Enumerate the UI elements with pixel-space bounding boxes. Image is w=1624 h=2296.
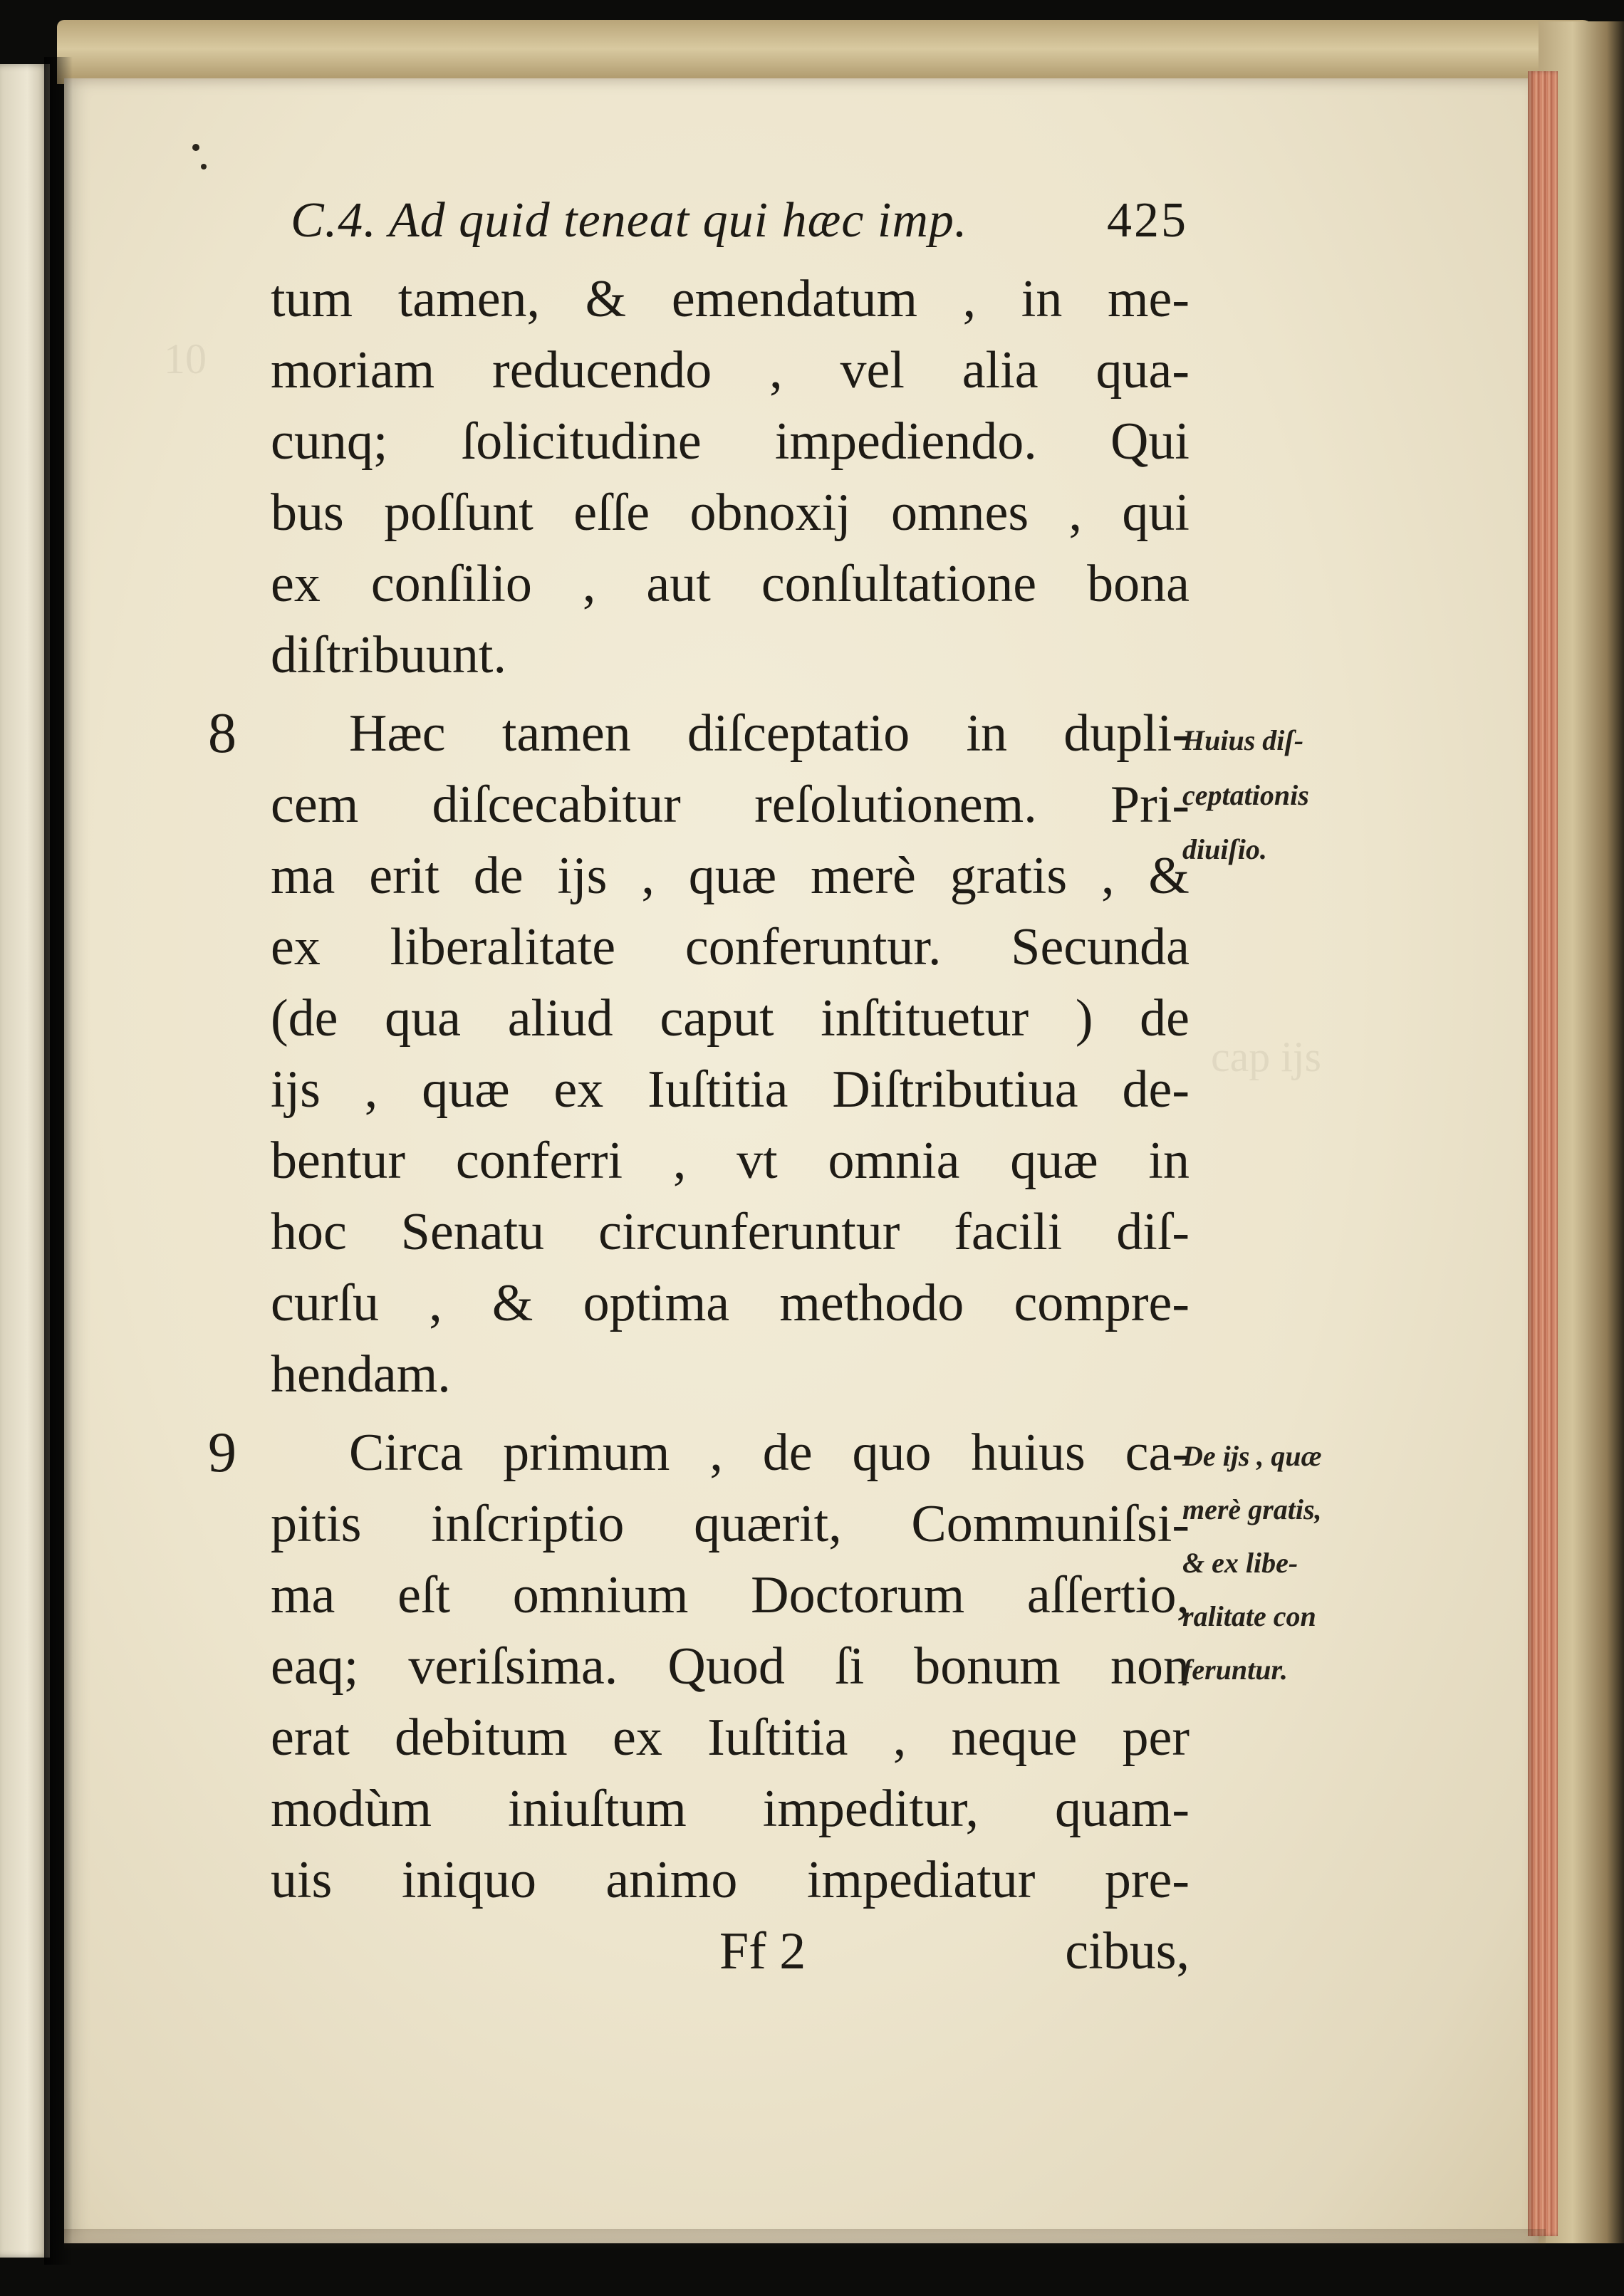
text-line: Circa primum , de quo huius ca- xyxy=(349,1424,1190,1482)
ink-spot xyxy=(201,164,207,169)
text-line: diſtribuunt. xyxy=(271,626,506,684)
text-line: moriam reducendo , vel alia qua- xyxy=(271,341,1190,400)
text-line: ijs , quæ ex Iuſtitia Diſtributiua de- xyxy=(271,1060,1190,1119)
marginal-note-line: Huius diſ- xyxy=(1182,724,1304,756)
spine-shadow xyxy=(44,57,73,2265)
page-number: 425 xyxy=(1107,193,1188,248)
text-line: (de qua aliud caput inſtituetur ) de xyxy=(271,989,1190,1048)
marginal-note-line: feruntur. xyxy=(1182,1654,1288,1686)
text-line: ex conſilio , aut conſultatione bona xyxy=(271,555,1190,613)
text-line: hendam. xyxy=(271,1345,451,1404)
text-line: eaq; veriſsima. Quod ſi bonum non xyxy=(271,1637,1190,1696)
text-line: ma eſt omnium Doctorum aſſertio, xyxy=(271,1566,1190,1624)
running-head xyxy=(291,187,1188,255)
left-page-edge xyxy=(0,64,50,2258)
book-cover-top xyxy=(57,20,1596,84)
text-line: hoc Senatu circunferuntur facili diſ- xyxy=(271,1203,1190,1261)
text-line: pitis inſcriptio quærit, Communiſsi- xyxy=(271,1495,1190,1553)
text-line: bentur conferri , vt omnia quæ in xyxy=(271,1132,1190,1190)
text-line: curſu , & optima methodo compre- xyxy=(271,1274,1190,1332)
page-bottom-shadow xyxy=(64,2229,1546,2250)
text-line: modùm iniuſtum impeditur, quam- xyxy=(271,1780,1190,1838)
page-edges xyxy=(1528,71,1558,2236)
text-line: uis iniquo animo impediatur pre- xyxy=(271,1851,1190,1909)
running-head-title: C.4. Ad quid teneat qui hæc imp. xyxy=(291,193,968,248)
marginal-note-line: ceptationis xyxy=(1182,779,1309,811)
text-line: cem diſcecabitur reſolutionem. Pri- xyxy=(271,776,1190,834)
show-through-text: cap ijs xyxy=(1211,1033,1321,1080)
marginal-note-line: De ijs , quæ xyxy=(1182,1440,1322,1472)
marginal-note-line: & ex libe- xyxy=(1182,1547,1298,1579)
text-line: erat debitum ex Iuſtitia , neque per xyxy=(271,1708,1190,1767)
text-line: bus poſſunt eſſe obnoxij omnes , qui xyxy=(271,484,1190,542)
text-line: Hæc tamen diſceptatio in dupli- xyxy=(349,704,1190,763)
text-line: ex liberalitate conferuntur. Secunda xyxy=(271,918,1190,976)
catchword: cibus, xyxy=(1065,1922,1190,1981)
signature-mark: Ff 2 xyxy=(719,1922,806,1981)
ink-spot xyxy=(192,144,199,151)
marginal-note-line: diuiſio. xyxy=(1182,833,1267,865)
section-number-9: 9 xyxy=(208,1421,236,1484)
section-number-8: 8 xyxy=(208,702,236,765)
text-line: cunq; ſolicitudine impediendo. Qui xyxy=(271,412,1190,471)
text-line: tum tamen, & emendatum , in me- xyxy=(271,270,1190,328)
show-through-text: 10 xyxy=(164,335,207,382)
text-line: ma erit de ijs , quæ merè gratis , & xyxy=(271,847,1190,905)
marginal-note-line: ralitate con xyxy=(1182,1600,1316,1632)
marginal-note-line: merè gratis, xyxy=(1182,1493,1322,1525)
